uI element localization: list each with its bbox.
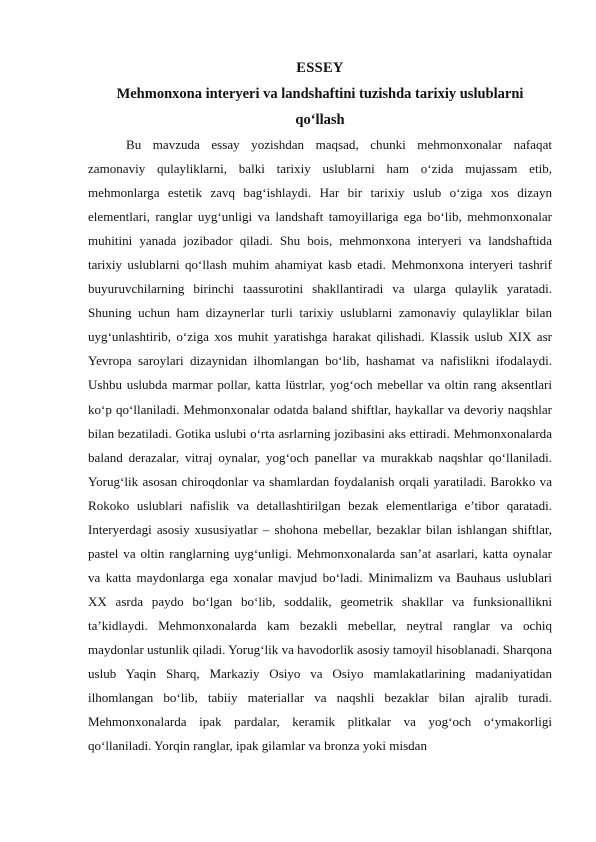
body-paragraph: Bu mavzuda essay yozishdan maqsad, chunki mehmonxonalar nafaqat zamonaviy qulayliklarni, balki tarixiy uslublarni ham o‘zida mujassam etib, mehmonlarga estetik zavq bag‘ishlaydi. Har bir tarixiy uslub o‘ziga xos dizayn elementlari, ranglar uyg‘unligi va landshaft tamoyillariga ega bo‘lib, mehmonxonalar muhitini yanada jozibador qiladi. Shu bois, mehmonxona interyeri va landshaftida tarixiy uslublarni qo‘llash muhim ahamiyat kasb etadi. Mehmonxona interyeri tashrif buyuruvchilarning birinchi taassurotini shakllantiradi va ularga qulaylik yaratadi. Shuning uchun ham dizaynerlar turli tarixiy uslublarni zamonaviy qulayliklar bilan uyg‘unlashtirib, o‘ziga xos muhit yaratishga harakat qilishadi. Klassik uslub XIX asr Yevropa saroylari dizaynidan ilhomlangan bo‘lib, hashamat va nafislikni ifodalaydi. Ushbu uslubda marmar pollar, katta lüstrlar, yog‘och mebellar va oltin rang aksentlari ko‘p qo‘llaniladi. Mehmonxonalar odatda baland shiftlar, haykallar va devoriy naqshlar bilan bezatiladi. Gotika uslubi o‘rta asrlarning jozibasini aks ettiradi. Mehmonxonalarda baland derazalar, vitraj oynalar, yog‘och panellar va murakkab naqshlar qo‘llaniladi. Yorug‘lik asosan chiroqdonlar va shamlardan foydalanish orqali yaratiladi. Barokko va Rokoko uslublari nafislik va detallashtirilgan bezak elementlariga e’tibor qaratadi. Interyerdagi asosiy xususiyatlar – shohona mebellar, bezaklar bilan ishlangan shiftlar, pastel va oltin ranglarning uyg‘unligi. Mehmonxonalarda san’at asarlari, katta oynalar va katta maydonlarga ega xonalar mavjud bo‘ladi. Minimalizm va Bauhaus uslublari XX asrda paydo bo‘lgan bo‘lib, soddalik, geometrik shakllar va funksionallikni ta’kidlaydi. Mehmonxonalarda kam bezakli mebellar, neytral ranglar va ochiq maydonlar ustunlik qiladi. Yorug‘lik va havodorlik asosiy tamoyil hisoblanadi. Sharqona uslub Yaqin Sharq, Markaziy Osiyo va Osiyo mamlakatlarining madaniyatidan ilhomlangan bo‘lib, tabiiy materiallar va naqshli bezaklar bilan ajralib turadi. Mehmonxonalarda ipak pardalar, keramik plitkalar va yog‘och o‘ymakorligi qo‘llaniladi. Yorqin ranglar, ipak gilamlar va bronza yoki misdan: [88, 137, 552, 754]
document-title-line-1: Mehmonxona interyeri va landshaftini tuzishda tarixiy uslublarni: [116, 86, 524, 102]
document-page: [88, 55, 552, 758]
document-label: ESSEY: [296, 60, 344, 76]
document-title-line-2: qo‘llash: [295, 112, 345, 128]
